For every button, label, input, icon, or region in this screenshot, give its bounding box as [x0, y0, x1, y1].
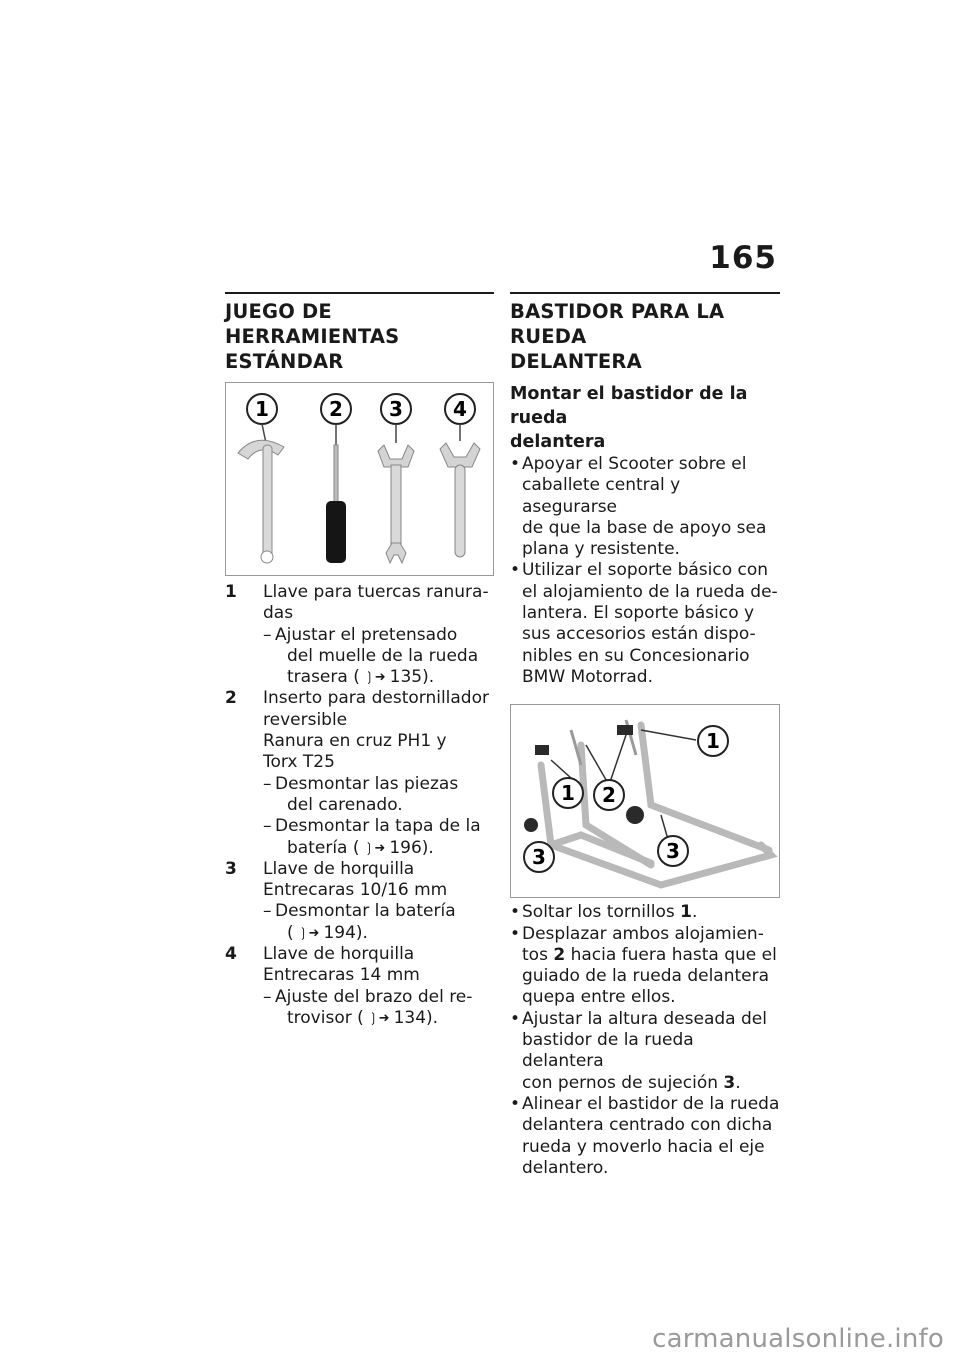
bullet-item: [510, 1009, 780, 1094]
reference-arrow-icon: ❳➜: [363, 670, 386, 686]
bullet-line: lantera. El soporte básico y: [522, 603, 755, 624]
dash-icon: –: [263, 901, 272, 922]
bullet-line: rueda y moverlo hacia el eje: [522, 1136, 765, 1157]
bold-ref: 1: [680, 902, 692, 923]
reference-arrow-icon: ❳➜: [363, 840, 386, 856]
bullet-line: bastidor de la rueda delantera: [522, 1030, 694, 1072]
title-line: ESTÁNDAR: [225, 350, 344, 373]
bullet-line: delantera centrado con dicha: [522, 1115, 773, 1136]
tools-figure: [225, 382, 494, 576]
bullet-line: delantero.: [522, 1157, 609, 1178]
bold-ref: 3: [723, 1072, 736, 1093]
front-stand-figure: [510, 704, 780, 898]
sub-line: Desmontar la batería: [275, 901, 456, 922]
sub-line-ref: trovisor ( ❳➜ 134).: [287, 1007, 439, 1028]
item-line: reversible: [263, 709, 348, 730]
title-line: JUEGO DE HERRAMIENTAS: [225, 300, 400, 348]
bullet-icon: •: [510, 454, 521, 474]
sub-line: del muelle de la rueda: [287, 645, 479, 666]
section-rule: [225, 292, 494, 294]
hook-spanner-icon: [238, 440, 284, 563]
tools-illustration: [226, 383, 493, 575]
item-line: Llave para tuercas ranura-: [263, 582, 489, 602]
bullet-text: Soltar los tornillos: [522, 902, 681, 923]
bullet-line: Ajustar la altura deseada del: [522, 1008, 767, 1029]
reference-arrow-icon: ❳➜: [367, 1010, 390, 1026]
bullet-line: Desplazar ambos alojamien-: [522, 923, 764, 944]
sub-line: del carenado.: [287, 794, 403, 815]
bullet-item: [510, 1094, 780, 1179]
front-stand-illustration: [511, 705, 779, 897]
bullet-line: el alojamiento de la rueda de-: [522, 581, 778, 602]
sub-line: Desmontar la tapa de la: [275, 816, 481, 837]
item-number: 2: [225, 688, 237, 709]
reference-arrow-icon: ❳➜: [297, 925, 320, 941]
page-ref[interactable]: 135).: [389, 667, 435, 688]
sub-line-ref: trasera ( ❳➜ 135).: [287, 667, 435, 688]
bullet-line: sus accesorios están dispo-: [522, 624, 756, 645]
bullet-line: Alinear el bastidor de la rueda: [522, 1093, 780, 1114]
page-ref[interactable]: 196).: [389, 837, 434, 858]
bullet-text: hacia fuera hasta que el: [570, 944, 777, 965]
bullet-line: de que la base de apoyo sea: [522, 517, 767, 538]
bullet-icon: •: [510, 560, 521, 581]
sub-item: [263, 625, 494, 689]
page-ref[interactable]: 134).: [393, 1007, 439, 1028]
bullet-line: quepa entre ellos.: [522, 987, 676, 1008]
callout-label: 3: [532, 845, 546, 870]
bullet-icon: •: [510, 1093, 521, 1114]
sub-item: [263, 774, 494, 817]
section-title-front-stand: [510, 299, 780, 374]
item-line: Entrecaras 10/16 mm: [263, 880, 448, 901]
subtitle-line: delantera: [510, 432, 606, 452]
callout-label: 1: [706, 729, 720, 754]
bullet-icon: •: [510, 1008, 521, 1029]
callout-label: 2: [329, 397, 343, 421]
page-ref[interactable]: 194).: [323, 922, 368, 943]
sub-line: batería: [287, 837, 348, 858]
sub-line-ref: batería ( ❳➜ 196).: [287, 837, 434, 858]
open-wrench-10-16-icon: [378, 445, 414, 563]
bold-ref: 2: [553, 944, 566, 965]
bullet-text: tos: [522, 944, 554, 965]
bullet-line: [522, 902, 780, 923]
bullet-item: [510, 902, 780, 923]
bullet-line: plana y resistente.: [522, 539, 680, 560]
right-column: [510, 292, 780, 1179]
instructions-b: [510, 902, 780, 1179]
bullet-line: guiado de la rueda delantera: [522, 966, 770, 987]
item-number: 4: [225, 944, 237, 965]
bullet-line: nibles en su Concesionario: [522, 645, 750, 666]
item-line: Llave de horquilla: [263, 858, 415, 879]
sub-item: [263, 816, 494, 859]
subtitle-line: Montar el bastidor de la rueda: [510, 384, 748, 428]
bullet-item: [510, 454, 780, 560]
item-number: 1: [225, 582, 237, 602]
instructions-a: [510, 454, 780, 688]
section-title-tools: [225, 299, 494, 374]
tools-list: [225, 582, 494, 1029]
title-line: DELANTERA: [510, 350, 642, 373]
bullet-line: [522, 1073, 780, 1094]
bullet-item: [510, 560, 780, 688]
sub-item: [263, 987, 494, 1030]
bullet-text: .: [691, 902, 698, 923]
bullet-text: .: [735, 1072, 741, 1093]
bullet-icon: •: [510, 923, 521, 944]
tool-item-3: [225, 859, 494, 944]
item-line: Entrecaras 14 mm: [263, 965, 420, 986]
subsection-title: [510, 382, 780, 454]
bullet-line: Utilizar el soporte básico con: [522, 560, 769, 581]
dash-icon: –: [263, 773, 272, 794]
callout-label: 4: [453, 397, 467, 421]
left-column: [225, 292, 494, 1029]
bullet-icon: •: [510, 902, 521, 923]
item-number: 3: [225, 858, 237, 879]
page-number: 165: [709, 240, 777, 276]
tool-item-1: [225, 582, 494, 688]
sub-line: Ajustar el pretensado: [275, 624, 458, 645]
sub-line: trasera: [287, 667, 348, 688]
sub-line-ref: ( ❳➜ 194).: [287, 922, 368, 943]
sub-item: [263, 901, 494, 944]
callout-label: 1: [561, 781, 575, 806]
dash-icon: –: [263, 816, 272, 837]
item-line: Ranura en cruz PH1 y: [263, 731, 447, 752]
sub-line: Ajuste del brazo del re-: [275, 986, 473, 1007]
item-line: das: [263, 603, 294, 624]
tool-item-4: [225, 944, 494, 1029]
screwdriver-icon: [326, 445, 346, 563]
bullet-text: con pernos de sujeción: [522, 1072, 724, 1093]
title-line: BASTIDOR PARA LA RUEDA: [510, 300, 725, 348]
bullet-line: [522, 945, 780, 966]
callout-label: 3: [666, 839, 680, 864]
sub-line: Desmontar las piezas: [275, 773, 459, 794]
item-line: Torx T25: [263, 752, 335, 773]
dash-icon: –: [263, 986, 272, 1007]
watermark[interactable]: carmanualsonline.info: [652, 1324, 944, 1354]
bullet-line: BMW Motorrad.: [522, 666, 653, 687]
sub-line: trovisor: [287, 1007, 352, 1028]
open-wrench-14-icon: [440, 443, 480, 557]
bullet-item: [510, 924, 780, 1009]
section-rule: [510, 292, 780, 294]
item-line: Llave de horquilla: [263, 944, 415, 965]
callout-label: 3: [389, 397, 403, 421]
bullet-line: caballete central y asegurarse: [522, 475, 681, 517]
callout-label: 2: [602, 783, 616, 808]
tool-item-2: [225, 688, 494, 858]
callout-label: 1: [255, 397, 269, 421]
bullet-line: Apoyar el Scooter sobre el: [522, 454, 747, 474]
item-line: Inserto para destornillador: [263, 688, 489, 709]
dash-icon: –: [263, 624, 272, 645]
